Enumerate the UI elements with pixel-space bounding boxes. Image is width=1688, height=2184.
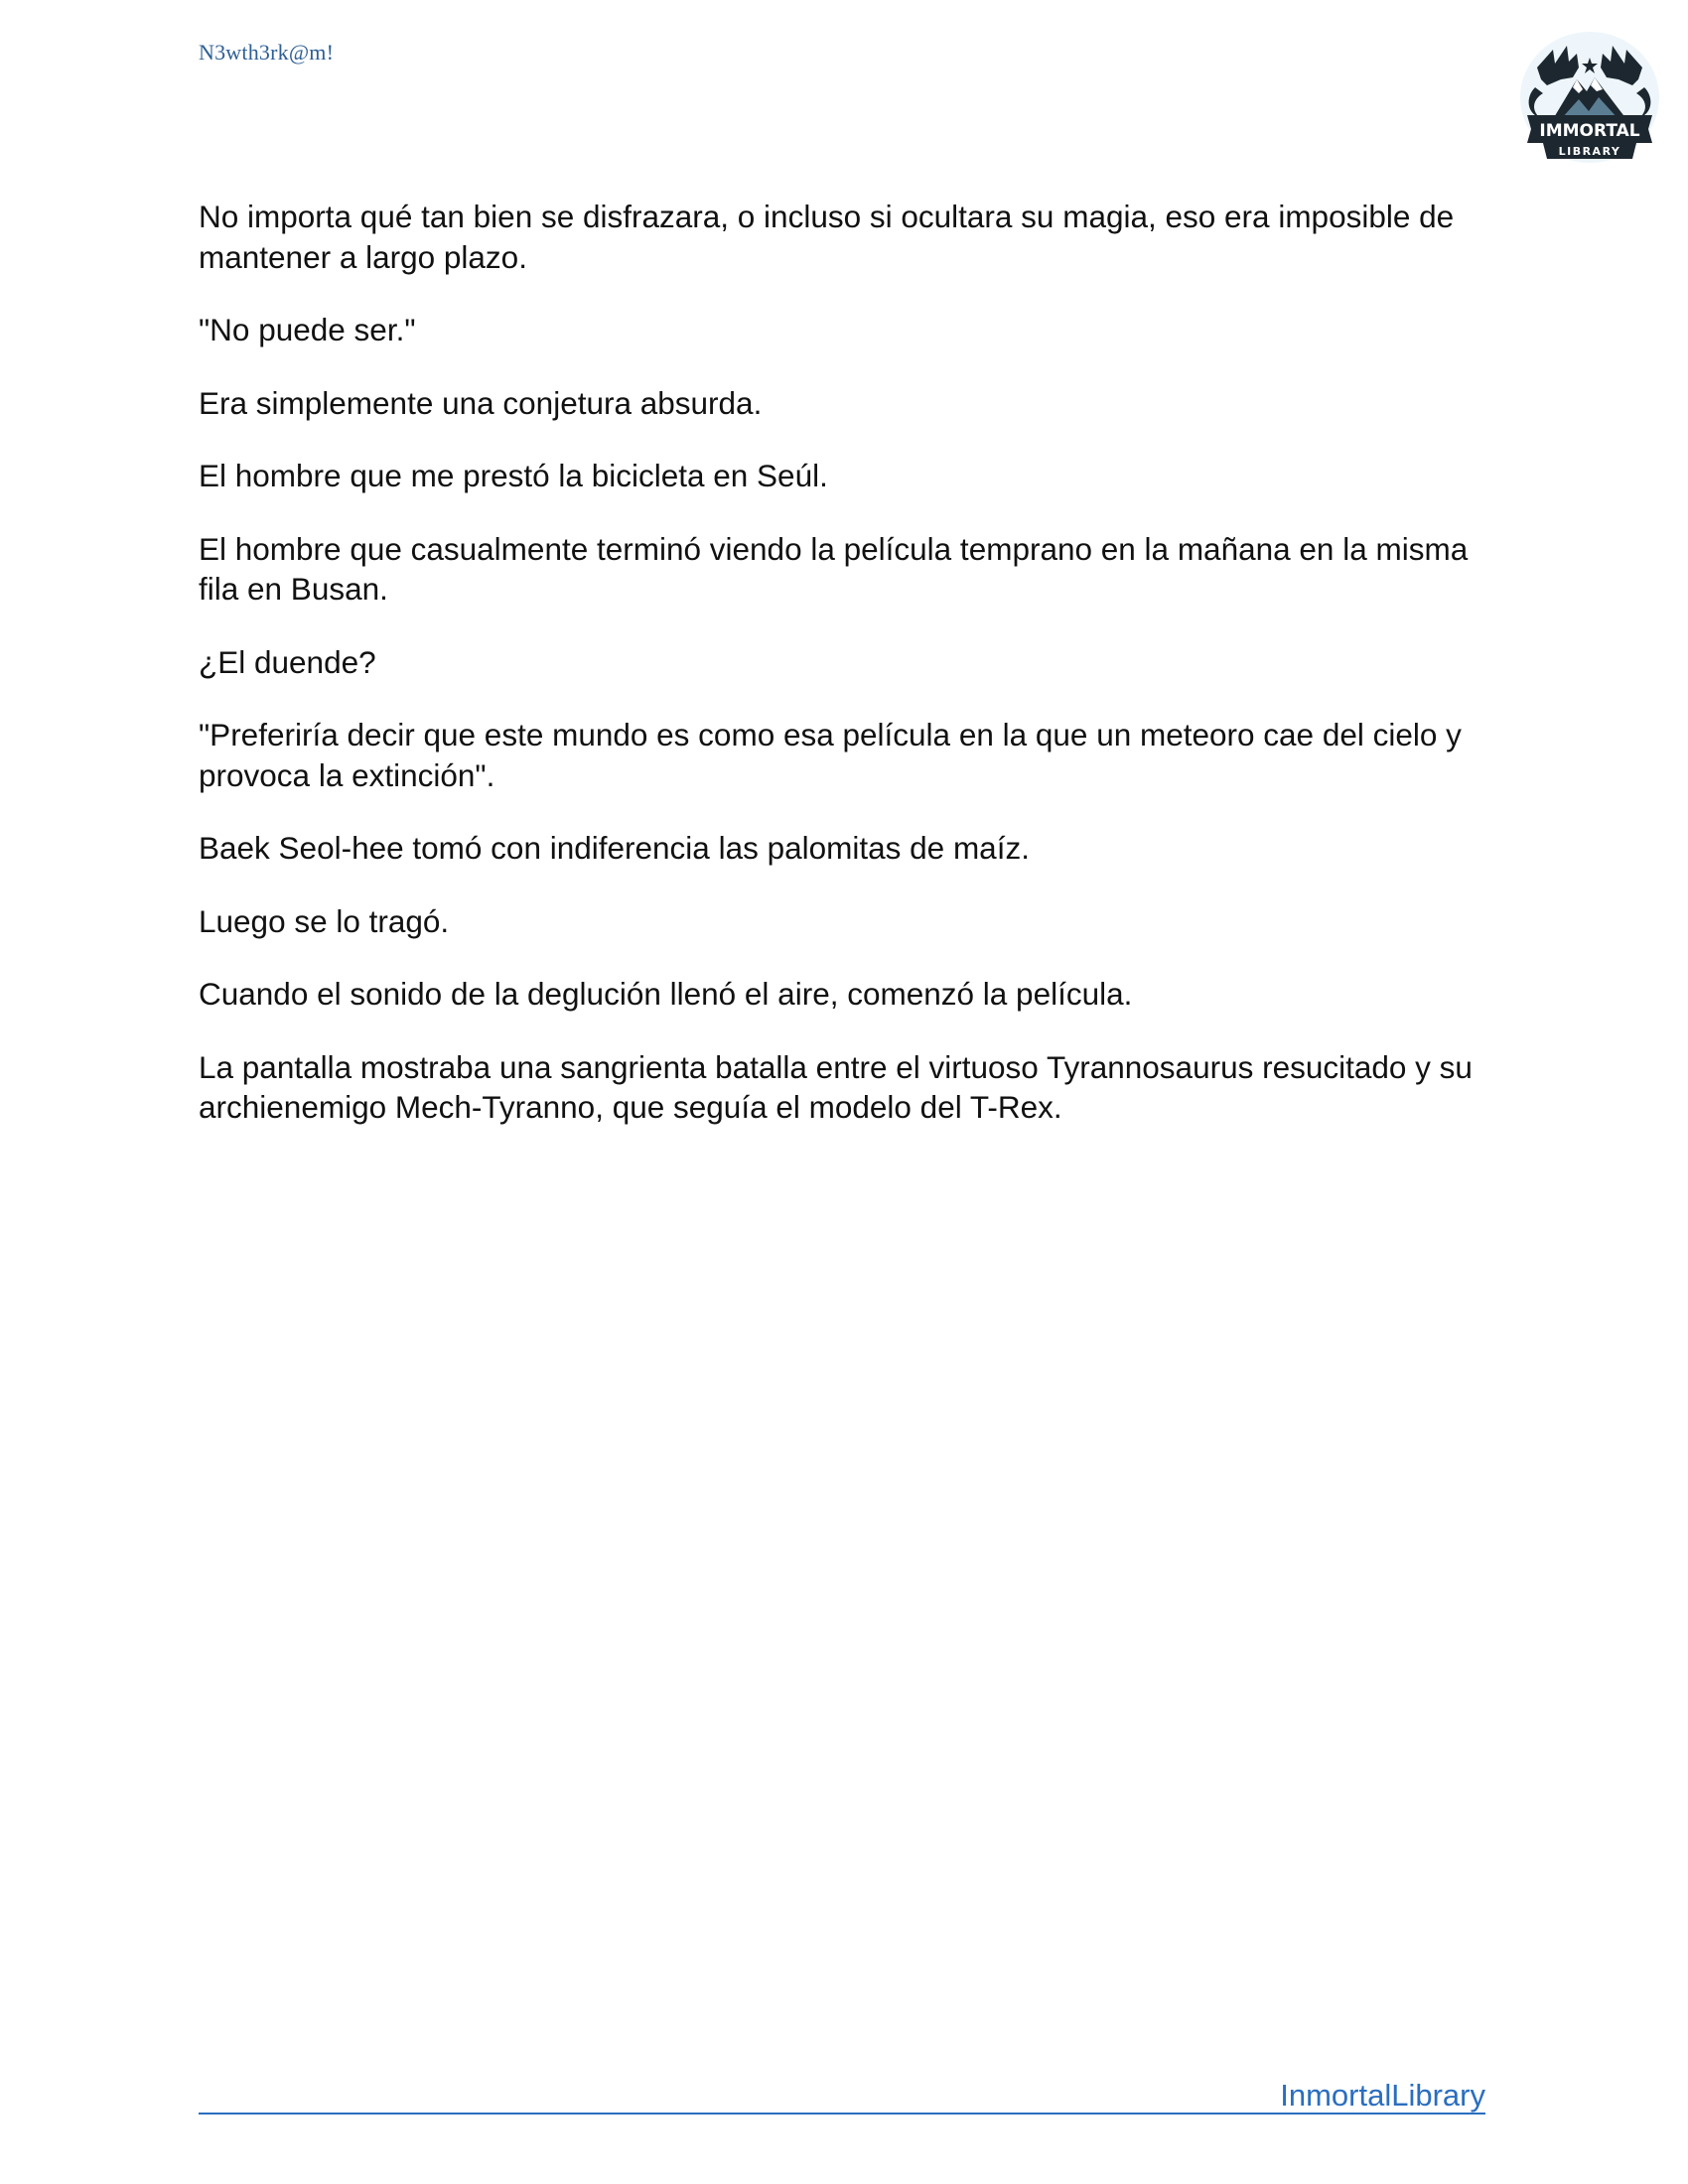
paragraph: "Preferiría decir que este mundo es como esa película en la que un meteoro cae del cielo y provoca la extinción".: [199, 717, 1462, 793]
paragraph: Luego se lo tragó.: [199, 902, 450, 939]
chapter-body: [199, 197, 1489, 1160]
paragraph: La pantalla mostraba una sangrienta batalla entre el virtuoso Tyrannosaurus resucitado y su archienemigo Mech-Tyranno, que seguía el modelo del T-Rex.: [199, 1048, 1473, 1125]
paragraph: ¿El duende?: [199, 643, 376, 680]
logo-line2: LIBRARY: [1558, 145, 1621, 158]
paragraph: No importa qué tan bien se disfrazara, o incluso si ocultara su magia, eso era imposible de mantener a largo plazo.: [199, 199, 1455, 275]
dragon-mountain-logo-icon: [1517, 28, 1662, 173]
logo-line1: IMMORTAL: [1539, 121, 1640, 141]
paragraph: El hombre que casualmente terminó viendo la película temprano en la mañana en la misma fila en Busan.: [199, 530, 1469, 607]
header-watermark: N3wth3rk@m!: [199, 40, 335, 65]
paragraph: El hombre que me prestó la bicicleta en Seúl.: [199, 458, 828, 493]
paragraph: Cuando el sonido de la deglución llenó el aire, comenzó la película.: [199, 976, 1133, 1012]
footer-library-link[interactable]: InmortalLibrary: [1280, 2078, 1485, 2113]
paragraph: "No puede ser.": [199, 312, 416, 347]
paragraph: Baek Seol-hee tomó con indiferencia las palomitas de maíz.: [199, 830, 1030, 866]
paragraph: Era simplemente una conjetura absurda.: [199, 384, 763, 421]
